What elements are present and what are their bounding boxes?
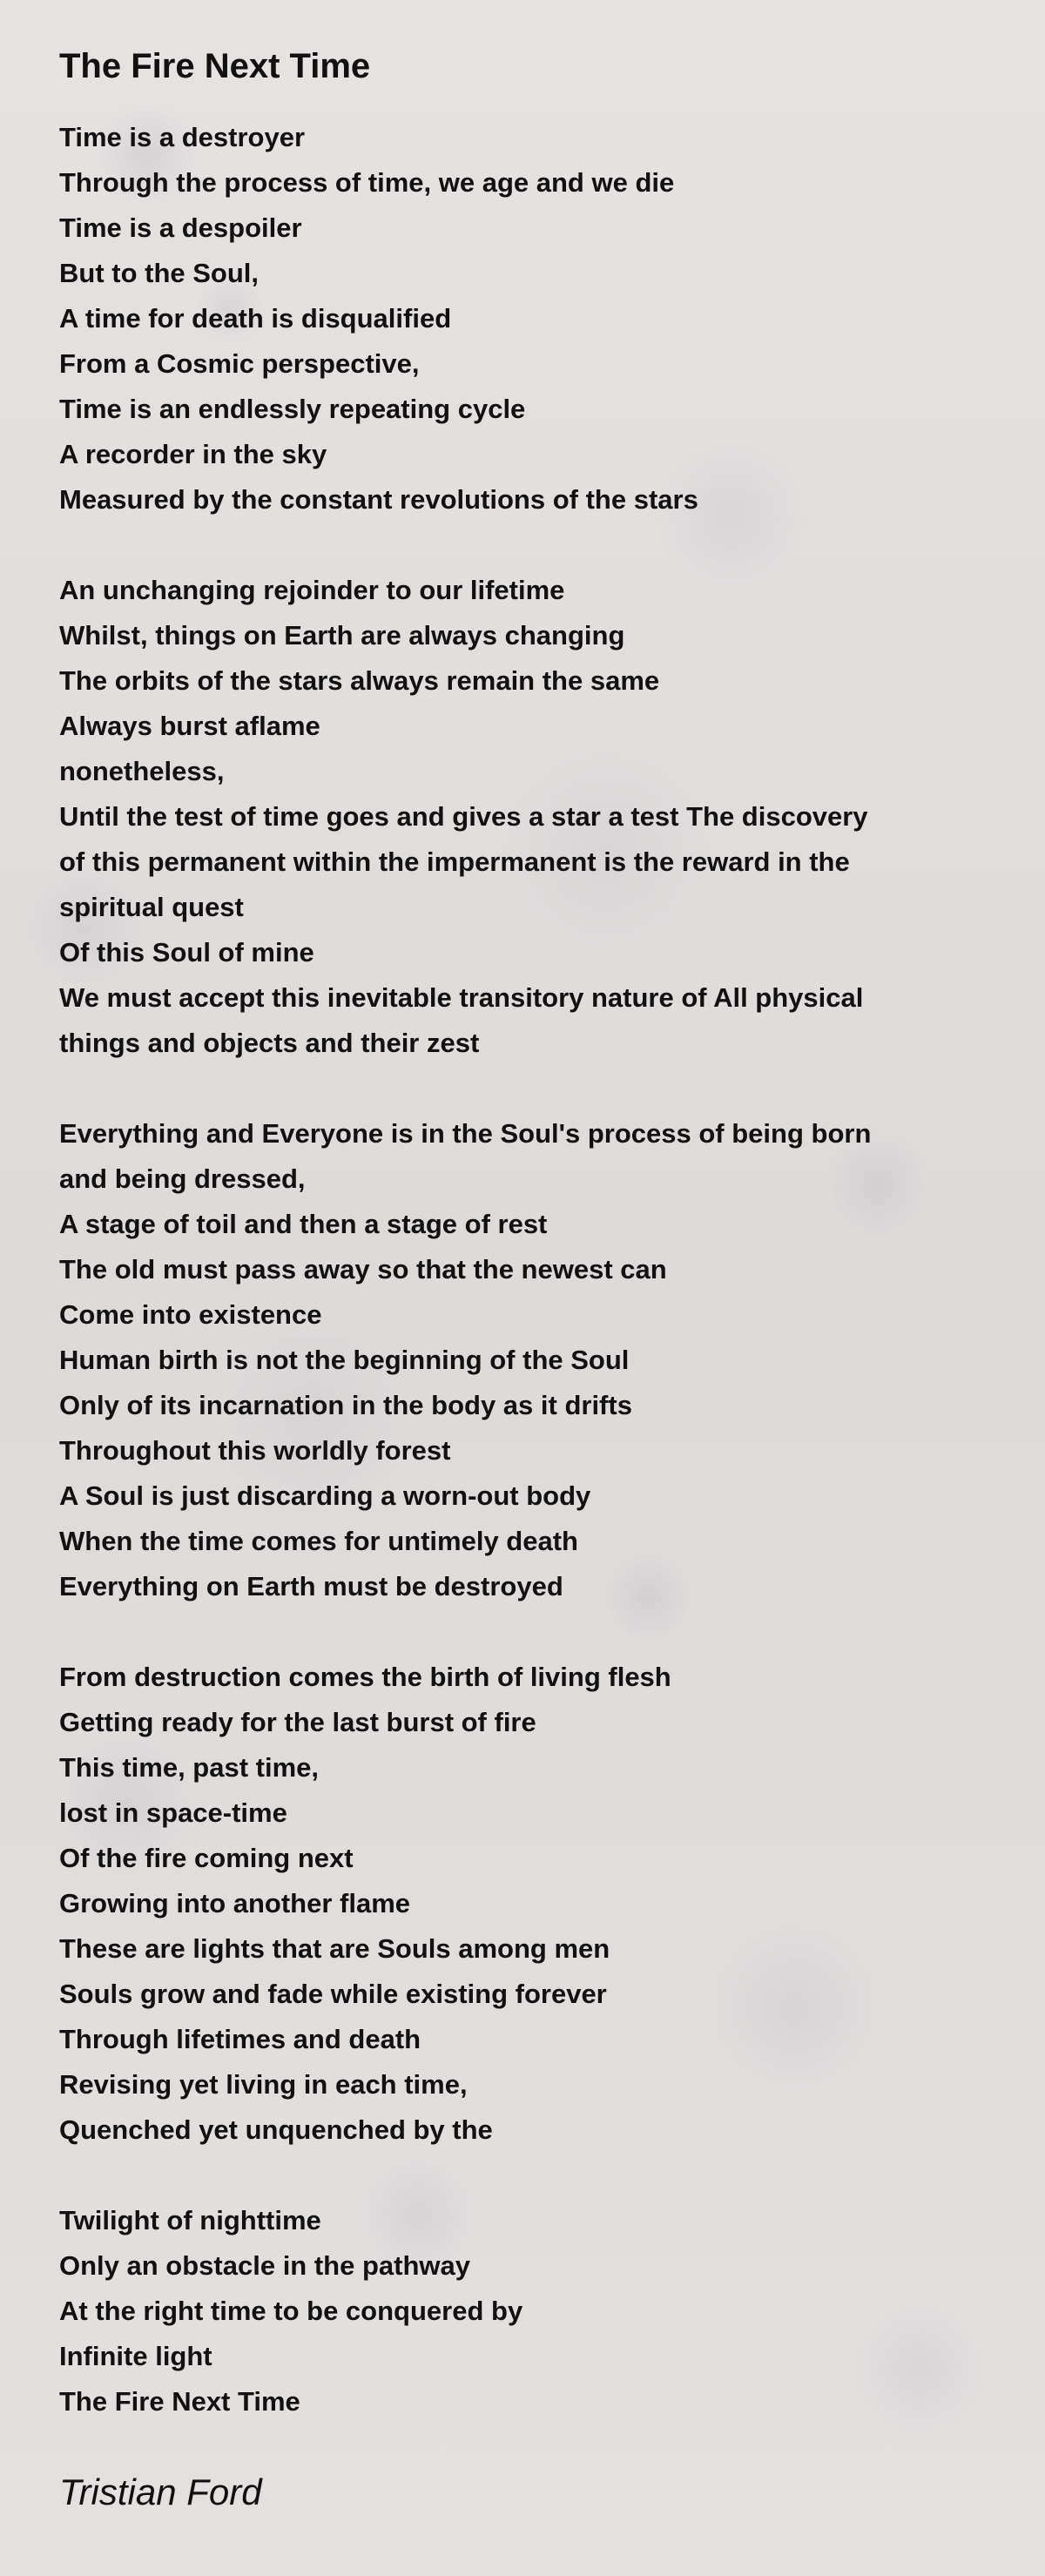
stanza-3 xyxy=(59,1111,991,1609)
poem-line: nonetheless, xyxy=(59,756,225,786)
poem-line: At the right time to be conquered by xyxy=(59,2296,523,2326)
poem-line: An unchanging rejoinder to our lifetime xyxy=(59,575,565,605)
stanza-5 xyxy=(59,2198,991,2424)
poem-line: A time for death is disqualified xyxy=(59,303,452,334)
poem-line: spiritual quest xyxy=(59,892,244,922)
poem-line: A Soul is just discarding a worn-out body xyxy=(59,1480,591,1511)
stanza-4 xyxy=(59,1655,991,2153)
poem-line: Time is a despoiler xyxy=(59,212,302,243)
poem-author: Tristian Ford xyxy=(59,2471,262,2512)
poem-line: lost in space-time xyxy=(59,1797,287,1828)
poem-line: Getting ready for the last burst of fire xyxy=(59,1707,536,1737)
poem-line: Throughout this worldly forest xyxy=(59,1435,451,1466)
poem-line: When the time comes for untimely death xyxy=(59,1526,578,1556)
poem-line: Only of its incarnation in the body as it drifts xyxy=(59,1390,632,1420)
poem-line: From destruction comes the birth of living flesh xyxy=(59,1662,671,1692)
poem-line: Everything on Earth must be destroyed xyxy=(59,1571,563,1602)
poem-line: These are lights that are Souls among men xyxy=(59,1933,610,1964)
poem-line: The orbits of the stars always remain the same xyxy=(59,665,660,696)
poem-line: From a Cosmic perspective, xyxy=(59,348,420,379)
poem-line: A recorder in the sky xyxy=(59,439,327,469)
poem-line: Of the fire coming next xyxy=(59,1843,354,1873)
poem-line: Of this Soul of mine xyxy=(59,937,314,968)
poem-line: Twilight of nighttime xyxy=(59,2205,321,2235)
poem-line: Time is a destroyer xyxy=(59,122,306,152)
poem-line: Always burst aflame xyxy=(59,711,320,741)
poem-line: A stage of toil and then a stage of rest xyxy=(59,1209,548,1239)
poem-line: This time, past time, xyxy=(59,1752,320,1783)
poem-line: Through the process of time, we age and we die xyxy=(59,167,675,198)
poem-line: The Fire Next Time xyxy=(59,2386,300,2417)
poem-line: Only an obstacle in the pathway xyxy=(59,2250,470,2281)
poem-title: The Fire Next Time xyxy=(59,47,371,85)
poem-line: Revising yet living in each time, xyxy=(59,2069,468,2100)
poem-line: Measured by the constant revolutions of the stars xyxy=(59,484,698,515)
poem-line: Human birth is not the beginning of the Soul xyxy=(59,1345,630,1375)
poem-line: Quenched yet unquenched by the xyxy=(59,2114,493,2145)
poem-line: Come into existence xyxy=(59,1299,322,1330)
poem-line: The old must pass away so that the newest can xyxy=(59,1254,667,1285)
poem-line: Infinite light xyxy=(59,2341,212,2371)
poem-line: Growing into another flame xyxy=(59,1888,411,1919)
poem-line: But to the Soul, xyxy=(59,258,260,288)
poem-page xyxy=(59,40,991,2519)
poem-line: Time is an endlessly repeating cycle xyxy=(59,394,526,424)
poem-line: Until the test of time goes and gives a star a test The discovery xyxy=(59,801,868,832)
poem-line: of this permanent within the impermanent is the reward in the xyxy=(59,846,850,877)
poem-line: Whilst, things on Earth are always changing xyxy=(59,620,625,651)
stanza-2 xyxy=(59,568,991,1066)
poem-line: Everything and Everyone is in the Soul's process of being born xyxy=(59,1118,872,1149)
poem-line: and being dressed, xyxy=(59,1163,306,1194)
poem-line: We must accept this inevitable transitory nature of All physical xyxy=(59,982,864,1013)
poem-line: Souls grow and fade while existing forever xyxy=(59,1979,607,2009)
poem-line: Through lifetimes and death xyxy=(59,2024,421,2054)
poem-line: things and objects and their zest xyxy=(59,1028,480,1058)
stanza-1 xyxy=(59,115,991,523)
